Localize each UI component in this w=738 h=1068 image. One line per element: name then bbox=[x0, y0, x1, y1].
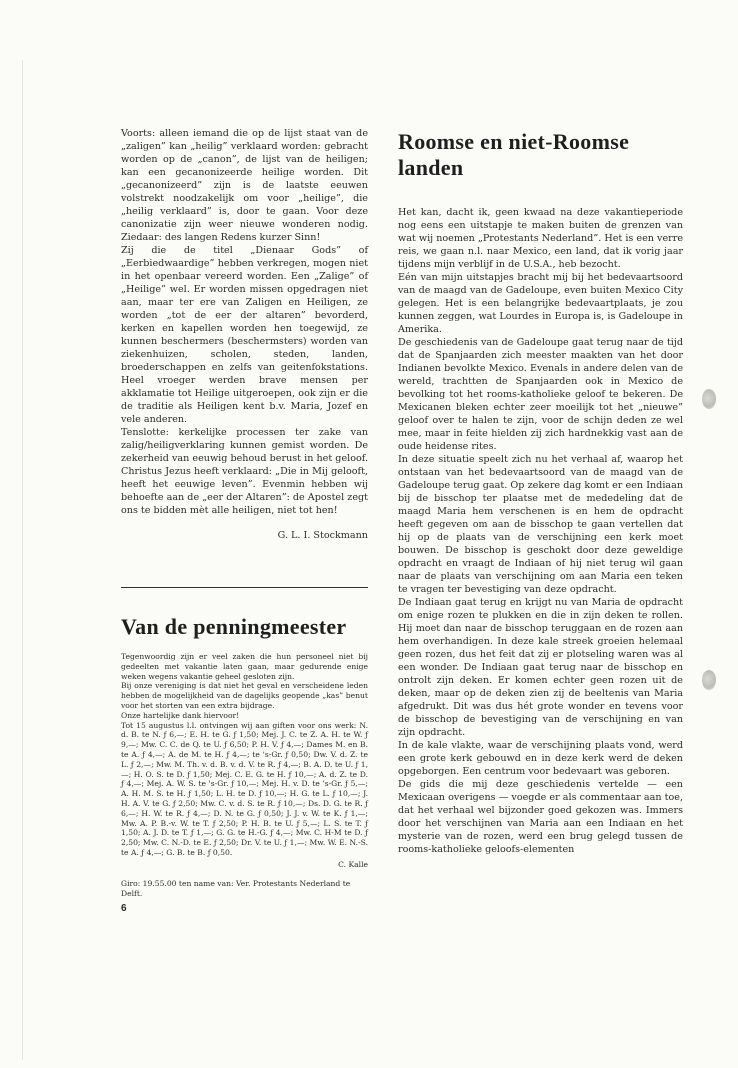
paragraph: Tenslotte: kerkelijke processen ter zake van zalig/heiligverklaring kunnen gemist worden. De zekerheid van eeuwig behoud berust in het geloof. Christus Jezus heeft verklaard: „Die in Mij gelooft, heeft het eeuwige leven”. Evenmin hebben wij behoefte aan de „eer der Altaren”: de Apostel zegt ons te bidden mèt alle heiligen, niet tot hen! bbox=[121, 427, 368, 516]
left-column bbox=[121, 127, 368, 898]
treasurer-notice bbox=[121, 652, 368, 858]
paragraph: De gids die mij deze geschiedenis vertelde — een Mexicaan overigens — voegde er als commentaar aan toe, dat het verhaal wel bijzonder goed gekozen was. Immers door het verschijnen van Maria aan een Indiaan en het mysterie van de rozen, werd een brug gelegd tussen de rooms-katholieke geloofs-elementen bbox=[398, 779, 683, 855]
paragraph: Eén van mijn uitstapjes bracht mij bij het bedevaartsoord van de maagd van de Gadeloupe, even buiten Mexico City gelegen. Het is een belangrijke bedevaartplaats, je zou kunnen zeggen, wat Lourdes in Europa is, is Gadeloupe in Amerika. bbox=[398, 272, 683, 335]
author-signature: G. L. I. Stockmann bbox=[277, 530, 368, 541]
punch-hole bbox=[702, 670, 716, 690]
article-body bbox=[398, 206, 683, 856]
giro-info: Giro: 19.55.00 ten name van: Ver. Protestants Nederland te Delft. bbox=[121, 878, 351, 898]
paragraph: Bij onze vereniging is dat niet het geval en verscheidene leden hebben de mogelijkheid van de dagelijks geopende „kas” benut voor het storten van een extra bijdrage. bbox=[121, 681, 368, 710]
section-divider bbox=[121, 587, 368, 588]
paragraph: In deze situatie speelt zich nu het verhaal af, waarop het ontstaan van het bedevaartsoord van de maagd van de Gadeloupe terug gaat. Op zekere dag komt er een Indiaan bij de bisschop ter plaatse met de mededeling dat de maagd Maria hem verschenen is en hem de opdracht heeft gegeven om aan de bisschop te gaan vertellen dat hij op de plaats van de verschijning een kerk moet bouwen. De bisschop is geschokt door deze geweldige opdracht en vraagt de Indiaan of hij niet terug wil gaan naar de plaats van verschijning om aan Maria een teken te vragen ter bevestiging van deze opdracht. bbox=[398, 454, 683, 595]
paragraph: De Indiaan gaat terug en krijgt nu van Maria de opdracht om enige rozen te plukken en die in zijn deken te rollen. Hij moet dan naar de bisschop teruggaan en de rozen aan hem overhandigen. In deze kale streek groeien helemaal geen rozen, dus het feit dat zij er plotseling waren was al een wonder. De Indiaan gaat terug naar de bisschop en ontrolt zijn deken. Er komen echter geen rozen uit de deken, maar op de deken zien zij de beeltenis van Maria afgedrukt. Dit was dus hét grote wonder en tevens voor de bisschop de bevestiging van de verschijning en van zijn opdracht. bbox=[398, 597, 683, 738]
article-continuation bbox=[121, 127, 368, 517]
paragraph: Onze hartelijke dank hiervoor! bbox=[121, 710, 240, 720]
section-title: Van de penningmeester bbox=[121, 614, 347, 639]
punch-hole bbox=[702, 389, 716, 409]
right-column bbox=[398, 127, 683, 856]
paragraph: De geschiedenis van de Gadeloupe gaat terug naar de tijd dat de Spanjaarden zich meester maakten van het door Indianen bevolkte Mexico. Evenals in andere delen van de wereld, trachtten de Spanjaarden ook in Mexico de bevolking tot het rooms-katholieke geloof te bekeren. De Mexicanen bleken echter zeer moeilijk tot het „nieuwe” geloof over te halen te zijn, voor de schijn deden ze wel mee, maar in feite hielden zij zich hardnekkig vast aan de oude heidense rites. bbox=[398, 337, 683, 452]
paragraph: Zij die de titel „Dienaar Gods” of „Eerbiedwaardige” hebben verkregen, mogen niet in het openbaar vereerd worden. Een „Zalige” of „Heilige” wel. Er worden missen opgedragen niet aan, maar ter ere van Zaligen en Heiligen, ze worden „tot de eer der altaren” bevorderd, kerken en kapellen worden hen toegewijd, ze kunnen beschermers (beschermsters) worden van ziekenhuizen, scholen, steden, landen, broederschappen en zelfs van geitenfokstations. Heel vroeger werden brave mensen per akklamatie tot Heilige uitgeroepen, ook zijn er die de traditie als Heiligen kent b.v. Maria, Jozef en vele anderen. bbox=[121, 245, 368, 425]
paragraph: Voorts: alleen iemand die op de lijst staat van de „zaligen” kan „heilig” verklaard worden: gebracht worden op de „canon”, de lijst van de heiligen; kan een gecanonizeerde heilige worden. Dit „gecanonizeerd” zijn is de laatste eeuwen volstrekt noodzakelijk om voor „heilige”, die „heilig verklaard” is, door te gaan. Voor deze canonizatie zijn weer nieuwe wonderen nodig. Ziedaar: des langen Redens kurzer Sinn! bbox=[121, 128, 368, 243]
donations-list: Tot 15 augustus l.l. ontvingen wij aan giften voor ons werk: N. d. B. te N. ƒ 6,—; E. H. te G. ƒ 1,50; Mej. J. C. te Z. A. H. te W. ƒ 9,—; Mw. C. C. de Q. te U. ƒ 6,50; P. H. V. ƒ 4,—; Dames M. en B. te A. ƒ 4,—; A. de M. te H. ƒ 4,—; te 's-Gr. ƒ 0,50; Dw. V. d. Z. te L. ƒ 2,—; Mw. M. Th. v. d. B. v. d. V. te R. ƒ 4,—; B. A. D. te U. ƒ 1,—; H. O. S. te D. ƒ 1,50; Mej. C. E. G. te H. ƒ 10,—; A. d. Z. te D. ƒ 4,—; Mej. A. W. S. te 's-Gr. ƒ 10,—; Mej. H. v. D. te 's-Gr. ƒ 5,—; A. H. M. S. te H. ƒ 1,50; L. H. te D. ƒ 10,—; H. G. te L. ƒ 10,—; J. H. A. V. te G. ƒ 2,50; Mw. C. v. d. S. te R. ƒ 10,—; Ds. D. G. te R. ƒ 6,—; H. W. te R. ƒ 4,—; D. N. te G. ƒ 0,50; J. J. v. W. te K. ƒ 1,—; Mw. A. P. B.-v. W. te T. ƒ 2,50; P. H. B. te U. ƒ 5,—; L. S. te T. ƒ 1,50; A. J. D. te T. ƒ 1,—; G. G. te H.-G. ƒ 4,—; Mw. C. H-M te D. ƒ 2,50; Mw. C. N.-D. te E. ƒ 2,50; Dr. V. te U. ƒ 1,—; Mw. W. E. N.-S. te A. ƒ 4,—; G. B. te B. ƒ 0,50. bbox=[121, 720, 368, 857]
treasurer-signature: C. Kalle bbox=[338, 859, 368, 869]
paragraph: In de kale vlakte, waar de verschijning plaats vond, werd een grote kerk gebouwd en in deze kerk werd de deken opgeborgen. Een centrum voor bedevaart was geboren. bbox=[398, 740, 683, 777]
paragraph: Tegenwoordig zijn er veel zaken die hun personeel niet bij gedeelten met vakantie laten gaan, maar gedurende enige weken wegens vakantie geheel gesloten zijn. bbox=[121, 652, 368, 681]
paragraph: Het kan, dacht ik, geen kwaad na deze vakantieperiode nog eens een uitstapje te maken buiten de grenzen van wat wij noemen „Protestants Nederland”. Het is een verre reis, we gaan n.l. naar Mexico, een land, dat ik vorig jaar tijdens mijn verblijf in de U.S.A., heb bezocht. bbox=[398, 207, 683, 270]
page-number: 6 bbox=[121, 903, 127, 914]
scan-edge bbox=[22, 60, 23, 1060]
article-title: Roomse en niet-Roomse landen bbox=[398, 129, 630, 180]
